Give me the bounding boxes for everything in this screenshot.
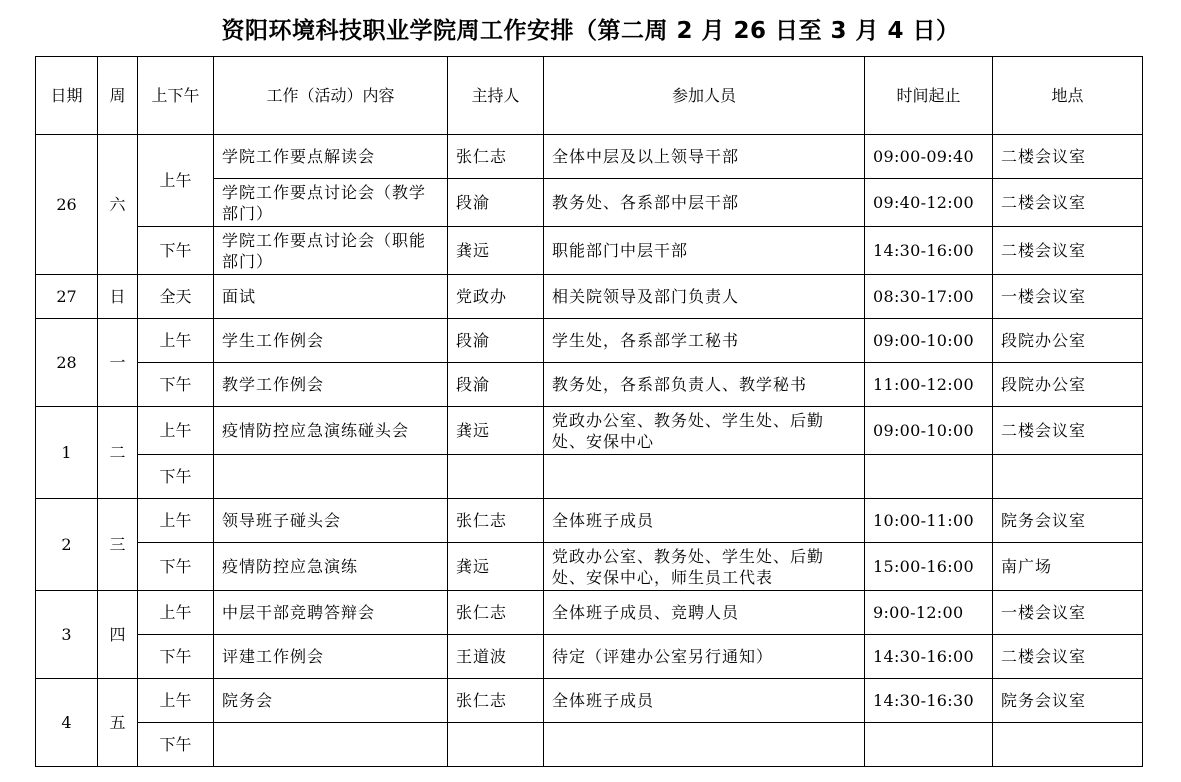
period-cell: 上午 [138,591,214,635]
weekday-cell: 日 [98,275,138,319]
table-row [36,275,1143,319]
location-cell: 南广场 [993,543,1143,591]
host-cell: 段渝 [448,179,544,227]
weekday-cell: 一 [98,319,138,407]
host-cell: 段渝 [448,319,544,363]
host-cell: 龚远 [448,543,544,591]
table-row [36,135,1143,179]
weekly-schedule-table [35,56,1143,767]
content-cell: 疫情防控应急演练 [214,543,448,591]
period-cell: 上午 [138,679,214,723]
period-cell: 下午 [138,723,214,767]
date-cell: 3 [36,591,98,679]
period-cell: 上午 [138,135,214,227]
host-cell: 党政办 [448,275,544,319]
table-row [36,407,1143,455]
header-host: 主持人 [448,57,544,135]
table-row [36,319,1143,363]
time-cell: 09:00-10:00 [865,407,993,455]
time-cell [865,723,993,767]
location-cell: 二楼会议室 [993,135,1143,179]
participants-cell: 全体中层及以上领导干部 [544,135,865,179]
participants-cell: 教务处、各系部中层干部 [544,179,865,227]
location-cell: 段院办公室 [993,319,1143,363]
location-cell: 院务会议室 [993,499,1143,543]
date-cell: 28 [36,319,98,407]
participants-cell [544,455,865,499]
time-cell: 09:00-09:40 [865,135,993,179]
location-cell: 二楼会议室 [993,227,1143,275]
content-cell [214,455,448,499]
participants-cell: 职能部门中层干部 [544,227,865,275]
participants-cell: 党政办公室、教务处、学生处、后勤处、安保中心 [544,407,865,455]
location-cell [993,723,1143,767]
content-cell: 学生工作例会 [214,319,448,363]
period-cell: 上午 [138,499,214,543]
host-cell [448,455,544,499]
participants-cell: 学生处，各系部学工秘书 [544,319,865,363]
participants-cell: 教务处，各系部负责人、教学秘书 [544,363,865,407]
header-participants: 参加人员 [544,57,865,135]
content-cell: 学院工作要点解读会 [214,135,448,179]
weekday-cell: 四 [98,591,138,679]
weekday-cell: 三 [98,499,138,591]
header-location: 地点 [993,57,1143,135]
table-row [36,227,1143,275]
location-cell: 段院办公室 [993,363,1143,407]
period-cell: 全天 [138,275,214,319]
document-title: 资阳环境科技职业学院周工作安排（第二周 2 月 26 日至 3 月 4 日） [221,18,960,44]
participants-cell: 全体班子成员 [544,499,865,543]
location-cell: 院务会议室 [993,679,1143,723]
period-cell: 下午 [138,363,214,407]
host-cell: 龚远 [448,227,544,275]
time-cell: 11:00-12:00 [865,363,993,407]
date-cell: 4 [36,679,98,767]
content-cell: 评建工作例会 [214,635,448,679]
host-cell: 张仁志 [448,499,544,543]
content-cell [214,723,448,767]
header-weekday: 周 [98,57,138,135]
host-cell [448,723,544,767]
host-cell: 王道波 [448,635,544,679]
location-cell [993,455,1143,499]
time-cell: 09:00-10:00 [865,319,993,363]
period-cell: 下午 [138,635,214,679]
host-cell: 张仁志 [448,591,544,635]
host-cell: 龚远 [448,407,544,455]
participants-cell: 全体班子成员、竞聘人员 [544,591,865,635]
host-cell: 张仁志 [448,679,544,723]
period-cell: 下午 [138,455,214,499]
period-cell: 上午 [138,319,214,363]
weekday-cell: 五 [98,679,138,767]
host-cell: 段渝 [448,363,544,407]
table-row [36,591,1143,635]
time-cell: 09:40-12:00 [865,179,993,227]
content-cell: 面试 [214,275,448,319]
content-cell: 学院工作要点讨论会（职能部门） [214,227,448,275]
location-cell: 一楼会议室 [993,275,1143,319]
date-cell: 26 [36,135,98,275]
time-cell: 9:00-12:00 [865,591,993,635]
host-cell: 张仁志 [448,135,544,179]
table-row [36,363,1143,407]
time-cell: 14:30-16:00 [865,635,993,679]
date-cell: 1 [36,407,98,499]
header-period: 上下午 [138,57,214,135]
location-cell: 二楼会议室 [993,407,1143,455]
table-row [36,499,1143,543]
location-cell: 二楼会议室 [993,635,1143,679]
header-time: 时间起止 [865,57,993,135]
time-cell [865,455,993,499]
participants-cell: 相关院领导及部门负责人 [544,275,865,319]
period-cell: 下午 [138,227,214,275]
content-cell: 中层干部竞聘答辩会 [214,591,448,635]
table-row [36,635,1143,679]
content-cell: 院务会 [214,679,448,723]
weekday-cell: 二 [98,407,138,499]
date-cell: 2 [36,499,98,591]
content-cell: 领导班子碰头会 [214,499,448,543]
time-cell: 08:30-17:00 [865,275,993,319]
table-row [36,543,1143,591]
weekday-cell: 六 [98,135,138,275]
participants-cell [544,723,865,767]
content-cell: 疫情防控应急演练碰头会 [214,407,448,455]
header-content: 工作（活动）内容 [214,57,448,135]
period-cell: 上午 [138,407,214,455]
table-row [36,723,1143,767]
time-cell: 15:00-16:00 [865,543,993,591]
location-cell: 二楼会议室 [993,179,1143,227]
location-cell: 一楼会议室 [993,591,1143,635]
participants-cell: 待定（评建办公室另行通知） [544,635,865,679]
content-cell: 学院工作要点讨论会（教学部门） [214,179,448,227]
time-cell: 14:30-16:00 [865,227,993,275]
period-cell: 下午 [138,543,214,591]
date-cell: 27 [36,275,98,319]
header-row [36,57,1143,135]
table-row [36,455,1143,499]
content-cell: 教学工作例会 [214,363,448,407]
time-cell: 14:30-16:30 [865,679,993,723]
table-row [36,679,1143,723]
participants-cell: 党政办公室、教务处、学生处、后勤处、安保中心，师生员工代表 [544,543,865,591]
time-cell: 10:00-11:00 [865,499,993,543]
header-date: 日期 [36,57,98,135]
participants-cell: 全体班子成员 [544,679,865,723]
